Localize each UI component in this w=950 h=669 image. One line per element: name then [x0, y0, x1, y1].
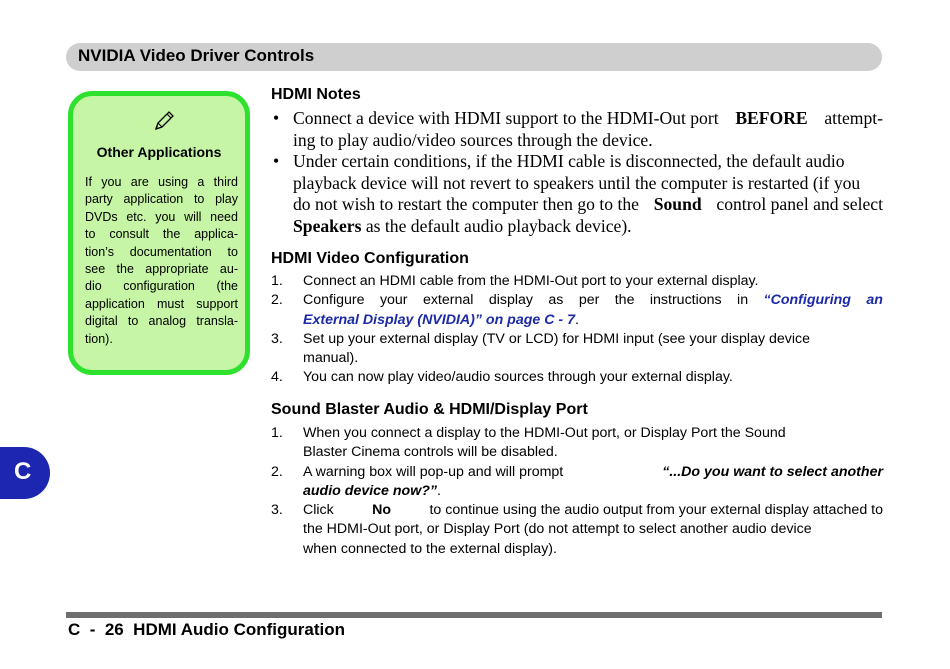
word: appropriate — [145, 261, 209, 276]
chapter-tab — [0, 447, 50, 499]
word: using — [158, 175, 189, 189]
sidebox-line — [85, 244, 238, 261]
text-run: external — [422, 292, 474, 309]
hdmi-video-steps — [271, 272, 883, 388]
word: au- — [219, 261, 238, 276]
text-run: A warning box will pop-up and will prompt — [303, 463, 568, 480]
word: a — [197, 175, 205, 189]
text-run: to continue using the audio output from your external display attached to — [425, 502, 883, 519]
list-number: 1. — [271, 273, 283, 289]
text-line — [271, 482, 883, 501]
word: configuration — [123, 279, 195, 294]
text-line — [271, 368, 883, 387]
text-line — [271, 151, 883, 173]
word: application — [85, 296, 145, 311]
text-run: Set up your external display (TV or LCD) for HDMI input (see your display device — [303, 330, 811, 347]
word: support — [196, 296, 238, 311]
sidebox-line — [85, 191, 238, 208]
chapter-letter: C — [14, 458, 32, 485]
text-line — [271, 501, 883, 520]
sidebox-line — [85, 226, 238, 243]
word: documentation — [129, 244, 212, 259]
word: etc. — [126, 209, 147, 224]
sound-blaster-heading: Sound Blaster Audio & HDMI/Display Port — [271, 401, 588, 418]
word: to — [227, 244, 238, 259]
word: see — [85, 261, 106, 276]
word: to — [127, 314, 139, 329]
word: play — [215, 192, 238, 207]
text-run: Speakers — [293, 215, 362, 236]
text-run: manual). — [303, 350, 359, 367]
text-run: the — [614, 292, 635, 309]
text-run: the HDMI-Out port, or Display Port (do not attempt to select another audio device — [303, 521, 812, 538]
text-line — [271, 520, 883, 539]
sidebox-line — [85, 296, 238, 313]
word: will — [184, 209, 202, 224]
footer-text: C - 26 HDMI Audio Configuration — [68, 620, 346, 639]
word: the — [116, 261, 134, 276]
sidebox-line — [85, 313, 238, 330]
header-title: NVIDIA Video Driver Controls — [78, 46, 315, 65]
word: analog — [148, 314, 187, 329]
sidebox-line — [85, 331, 238, 348]
word: application — [123, 192, 184, 207]
list-item — [271, 501, 883, 559]
text-line — [271, 130, 883, 152]
text-run: audio device now?” — [303, 482, 438, 499]
text-run: Click — [303, 502, 338, 519]
list-number: 2. — [271, 463, 283, 480]
word: are — [130, 175, 149, 189]
text-run: Sound — [653, 194, 702, 215]
cross-reference-link: an — [866, 292, 883, 309]
list-item — [271, 330, 883, 369]
text-run: Blaster Cinema controls will be disabled. — [303, 444, 558, 461]
text-run: instructions — [649, 292, 722, 309]
word: digital — [85, 314, 118, 329]
text-run: attempt- — [819, 108, 883, 128]
cross-reference-link: External Display (NVIDIA)” on page C - 7 — [303, 311, 575, 328]
list-item — [271, 424, 883, 463]
sidebox-text — [85, 174, 238, 348]
text-run: in — [737, 292, 749, 309]
text-run: “...Do you want to select another — [662, 463, 883, 480]
word: party — [85, 192, 113, 207]
sidebox-line — [85, 261, 238, 278]
cross-reference-link: “Configuring — [763, 292, 851, 309]
footer-rule — [66, 612, 882, 618]
text-run: Connect a device with HDMI support to the HDMI-Out port — [293, 108, 723, 128]
text-line — [271, 216, 883, 238]
list-item — [271, 291, 883, 330]
list-number: 4. — [271, 369, 283, 386]
hdmi-notes-bullet — [271, 108, 883, 151]
word: must — [156, 296, 185, 311]
text-line — [271, 108, 883, 130]
list-item — [271, 368, 883, 387]
text-run: Configure — [303, 292, 365, 309]
text-line — [271, 330, 883, 349]
text-run: ing to play audio/video sources through the device. — [293, 129, 653, 150]
hdmi-video-heading: HDMI Video Configuration — [271, 250, 469, 267]
text-run: Connect an HDMI cable from the HDMI-Out port to your external display. — [303, 273, 759, 289]
text-line — [271, 463, 883, 482]
text-run: per — [578, 292, 600, 309]
word: third — [213, 175, 238, 189]
text-run: playback device will not revert to speakers until the computer is restarted (if you — [293, 172, 861, 193]
text-run: When you connect a display to the HDMI-Out port, or Display Port the Sound — [303, 425, 786, 441]
word: applica- — [194, 227, 238, 242]
list-number: 2. — [271, 292, 283, 309]
list-number: 3. — [271, 502, 283, 519]
hdmi-notes-bullet — [271, 151, 883, 237]
text-line — [271, 311, 883, 330]
text-run: You can now play video/audio sources through your external display. — [303, 369, 733, 386]
sound-blaster-steps — [271, 424, 883, 559]
bullet-marker: • — [273, 151, 280, 171]
text-line — [271, 443, 883, 462]
word: tion). — [85, 331, 113, 346]
word: (the — [216, 279, 238, 294]
word: to — [85, 227, 96, 242]
text-line — [271, 173, 883, 195]
hdmi-notes-heading: HDMI Notes — [271, 86, 361, 103]
text-run: control panel and select — [712, 194, 883, 215]
sidebox-line — [85, 174, 238, 191]
bullet-marker: • — [273, 108, 280, 128]
text-line — [271, 349, 883, 368]
other-applications-note — [68, 91, 250, 375]
list-item — [271, 272, 883, 291]
text-line — [271, 291, 883, 310]
word: transla- — [196, 314, 238, 329]
text-run: display — [488, 292, 534, 309]
text-run: . — [574, 311, 579, 328]
text-line — [271, 194, 883, 216]
sidebox-line — [85, 278, 238, 295]
word: DVDs — [85, 209, 118, 224]
word: consult — [109, 227, 149, 242]
text-run: your — [379, 292, 408, 309]
word: If — [85, 175, 92, 189]
text-run: as — [548, 292, 564, 309]
pencil-icon — [153, 110, 175, 132]
text-run: BEFORE — [735, 108, 808, 128]
list-item — [271, 463, 883, 502]
word: tion’s — [85, 244, 114, 259]
header-bar — [66, 43, 882, 71]
sidebox-title: Other Applications — [96, 144, 222, 160]
word: dio — [85, 279, 102, 294]
word: you — [101, 175, 122, 189]
text-line — [271, 540, 883, 559]
text-run: as the default audio playback device). — [361, 215, 632, 236]
text-run: No — [372, 502, 392, 519]
word: the — [162, 227, 181, 242]
text-run: . — [437, 482, 441, 499]
word: to — [193, 192, 205, 207]
list-number: 1. — [271, 425, 283, 441]
text-line — [271, 272, 883, 291]
text-line — [271, 424, 883, 443]
sidebox-line — [85, 209, 238, 226]
word: you — [155, 209, 176, 224]
list-number: 3. — [271, 330, 283, 347]
text-run: when connected to the external display). — [303, 540, 557, 557]
word: need — [210, 209, 238, 224]
text-run: Under certain conditions, if the HDMI cable is disconnected, the default audio — [293, 151, 845, 171]
text-run: do not wish to restart the computer then go to the — [293, 194, 644, 215]
